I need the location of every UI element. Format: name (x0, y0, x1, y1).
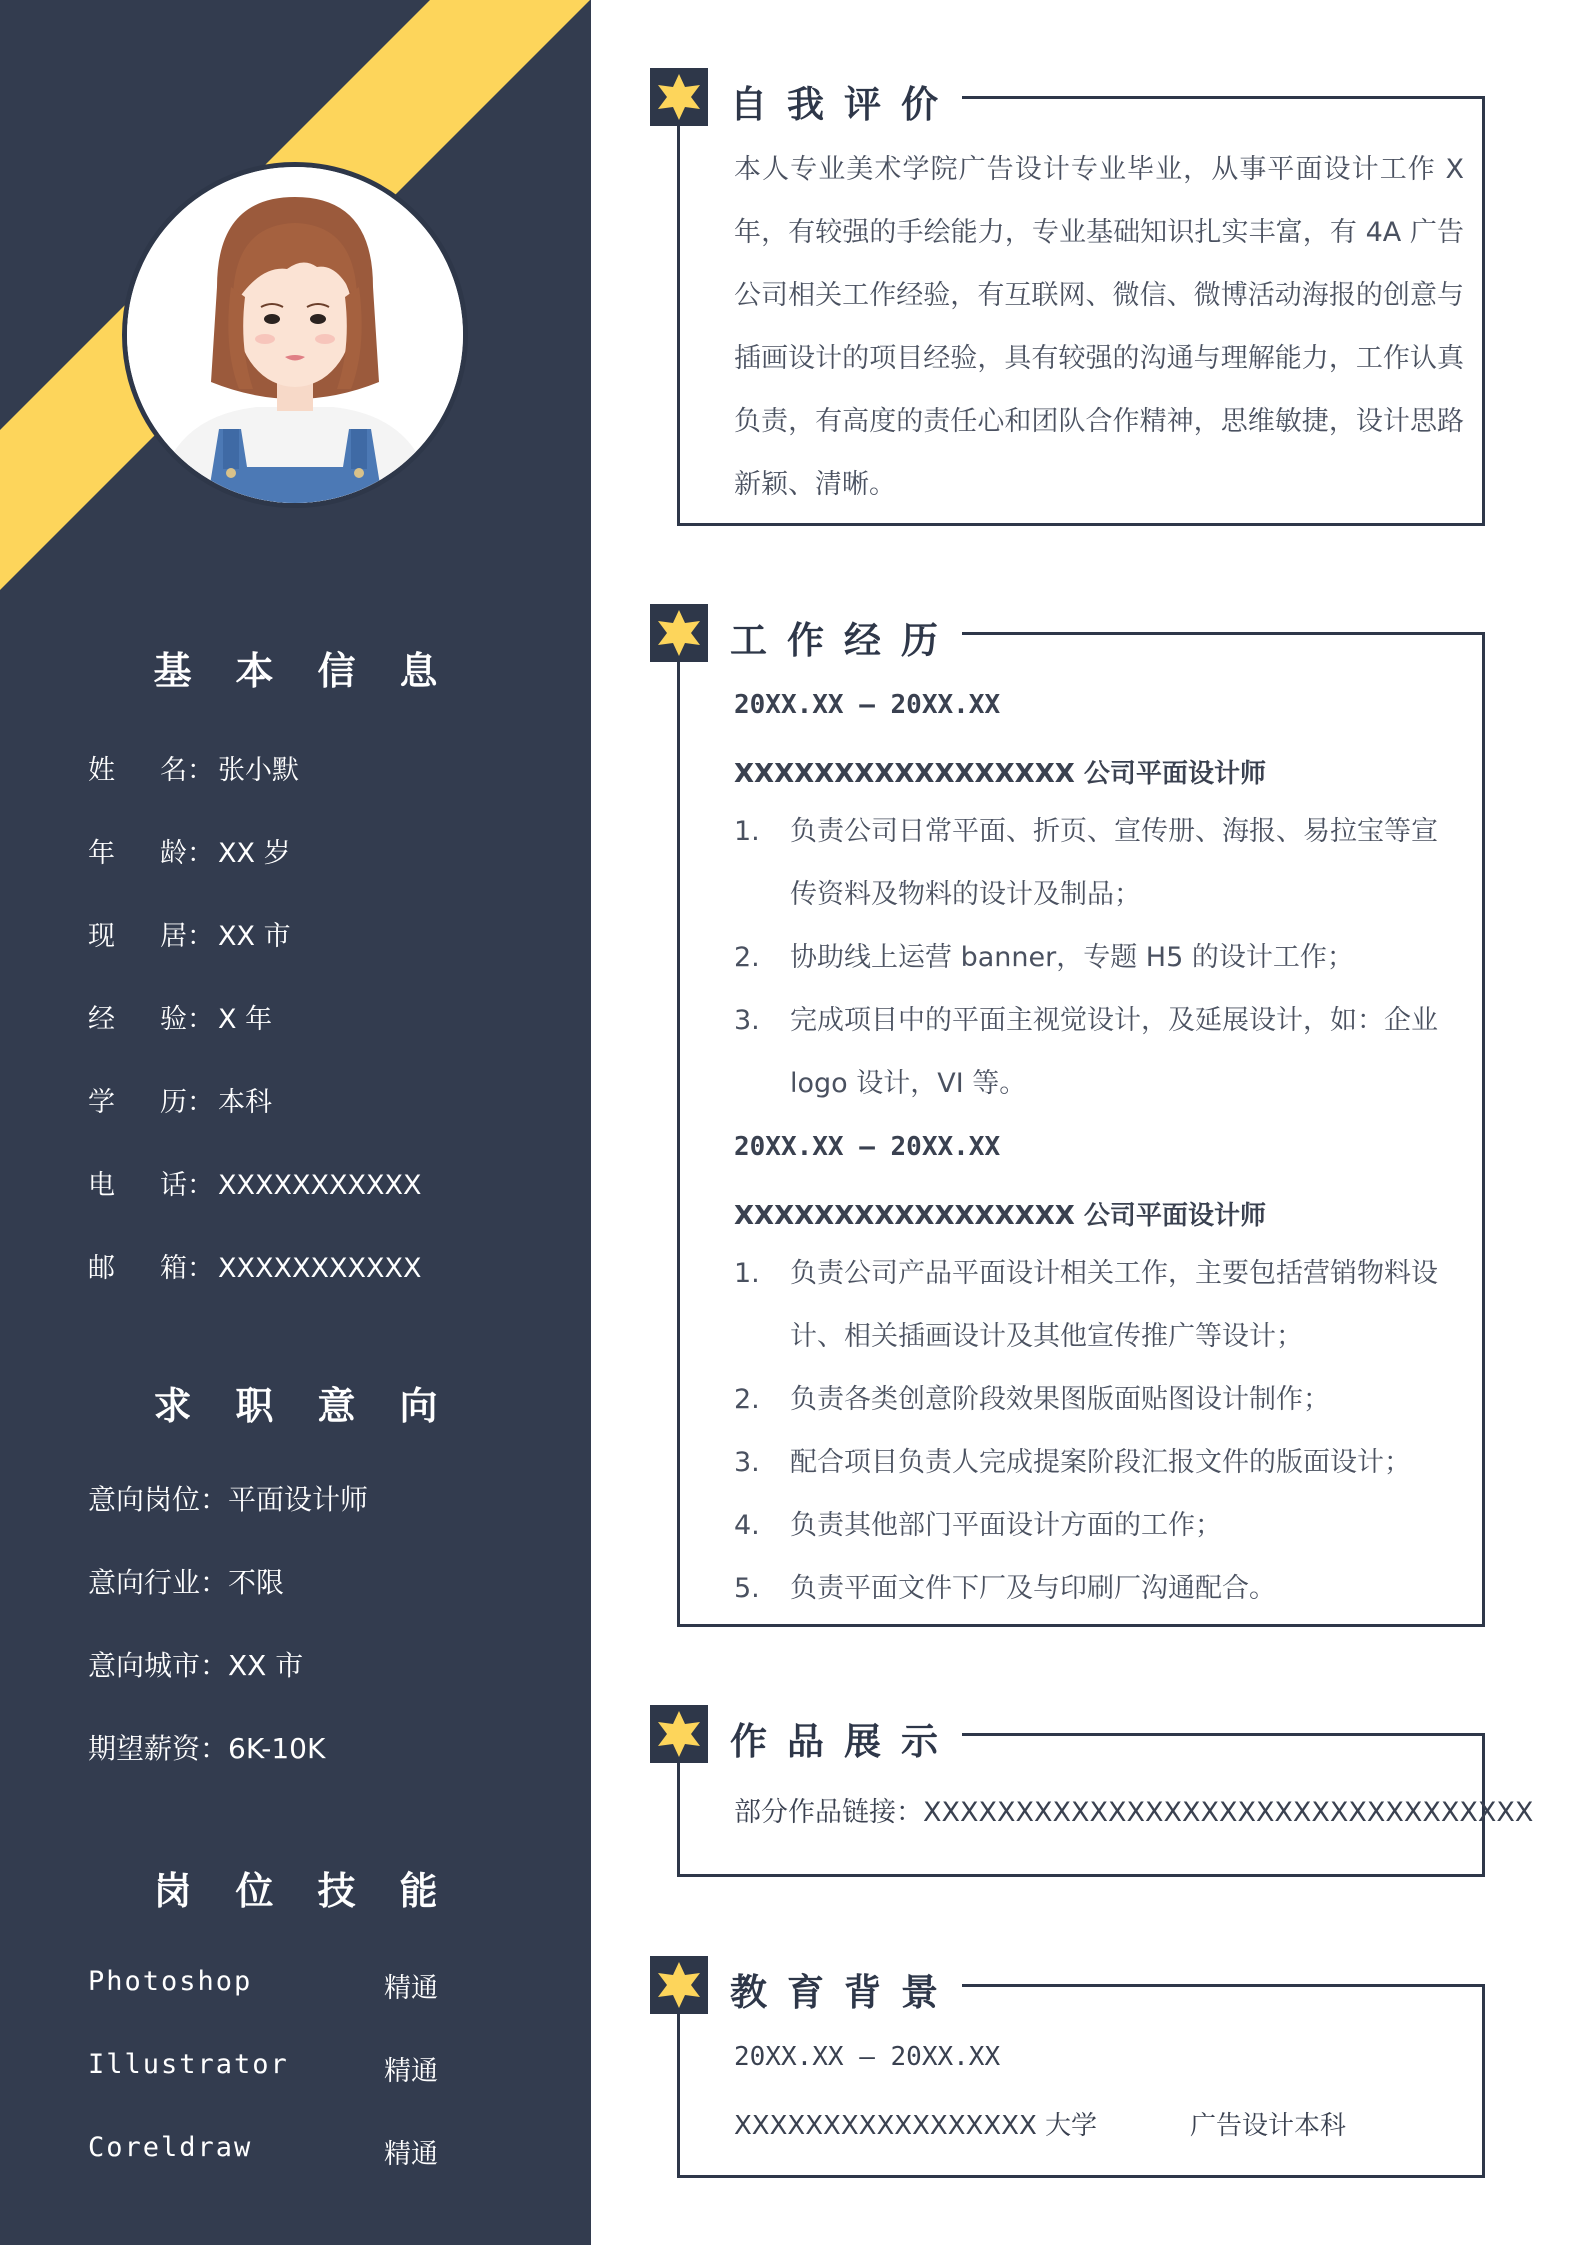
intent-heading: 求职意向 (153, 1384, 482, 1428)
list-item: 3. 配合项目负责人完成提案阶段汇报文件的版面设计； (734, 1447, 1411, 1478)
info-row-experience: 经 验： X 年 (88, 1004, 273, 1035)
info-row-age: 年 龄： XX 岁 (88, 838, 291, 869)
intent-salary: 期望薪资：6K-10K (88, 1732, 326, 1765)
self-eval-text: 本人专业美术学院广告设计专业毕业，从事平面设计工作 X 年，有较强的手绘能力，专业基础知识扎实丰富，有 4A 广告公司相关工作经验，有互联网、微信、微博活动海报的创意与插画设计的项目经验，具有较强的沟通与理解能力，工作认真负责，有高度的责任心和团队合作精神，思维敏捷，设计思路新颖、清晰。 (734, 154, 1464, 500)
job-position: 平面设计师 (1136, 759, 1267, 789)
job-date: 20XX.XX – 20XX.XX (734, 1132, 1001, 1162)
self-eval-title: 自我评价 (730, 83, 958, 126)
list-item: 4. 负责其他部门平面设计方面的工作； (734, 1510, 1222, 1541)
list-item: 1. 负责公司产品平面设计相关工作，主要包括营销物料设计、相关插画设计及其他宣传推广等设计； (734, 1258, 1438, 1352)
basic-info-heading: 基本信息 (153, 649, 482, 693)
avatar (122, 162, 468, 508)
star-icon (650, 68, 708, 126)
portfolio-link[interactable]: 部分作品链接：XXXXXXXXXXXXXXXXXXXXXXXXXXXXXXXXX (734, 1797, 1534, 1828)
info-row-name: 姓 名： 张小默 (88, 755, 299, 786)
header-line (962, 632, 1485, 635)
education-title: 教育背景 (730, 1971, 958, 2014)
skill-level: 精通 (384, 2056, 438, 2087)
header-line (962, 96, 1485, 99)
list-item: 1. 负责公司日常平面、折页、宣传册、海报、易拉宝等宣传资料及物料的设计及制品； (734, 816, 1438, 910)
list-item: 2. 协助线上运营 banner，专题 H5 的设计工作； (734, 942, 1354, 973)
education-major: 广告设计本科 (1190, 2111, 1347, 2141)
intent-industry: 意向行业：不限 (88, 1566, 285, 1599)
skills-heading: 岗位技能 (153, 1869, 482, 1913)
portfolio-title: 作品展示 (730, 1720, 958, 1763)
skill-row (88, 2132, 438, 2170)
job-company: XXXXXXXXXXXXXXXXX 公司 (734, 1201, 1136, 1231)
skill-name: Illustrator (88, 2049, 289, 2080)
info-row-phone: 电 话： XXXXXXXXXXX (88, 1170, 422, 1201)
info-row-residence: 现 居： XX 市 (88, 921, 291, 952)
star-icon (650, 604, 708, 662)
list-item: 3. 完成项目中的平面主视觉设计，及延展设计，如：企业 logo 设计，VI 等。 (734, 1005, 1438, 1099)
education-date: 20XX.XX – 20XX.XX (734, 2042, 1001, 2072)
avatar-illustration (127, 167, 463, 503)
info-row-email: 邮 箱： XXXXXXXXXXX (88, 1253, 422, 1284)
header-line (962, 1733, 1485, 1736)
skill-name: Photoshop (88, 1966, 253, 1997)
work-title: 工作经历 (730, 619, 958, 662)
job-company: XXXXXXXXXXXXXXXXX 公司 (734, 759, 1136, 789)
sidebar (0, 0, 591, 2245)
education-school: XXXXXXXXXXXXXXXXX 大学 (734, 2111, 1098, 2141)
skill-row (88, 1966, 438, 2004)
info-row-education: 学 历： 本科 (88, 1087, 272, 1118)
header-line (962, 1984, 1485, 1987)
star-icon (650, 1705, 708, 1763)
skill-row (88, 2049, 438, 2087)
skill-level: 精通 (384, 1973, 438, 2004)
intent-city: 意向城市：XX 市 (88, 1649, 304, 1682)
list-item: 2. 负责各类创意阶段效果图版面贴图设计制作； (734, 1384, 1330, 1415)
intent-position: 意向岗位：平面设计师 (88, 1483, 369, 1516)
star-icon (650, 1956, 708, 2014)
skill-level: 精通 (384, 2139, 438, 2170)
job-position: 平面设计师 (1136, 1201, 1267, 1231)
list-item: 5. 负责平面文件下厂及与印刷厂沟通配合。 (734, 1573, 1276, 1604)
skill-name: Coreldraw (88, 2132, 253, 2163)
job-date: 20XX.XX – 20XX.XX (734, 690, 1001, 720)
